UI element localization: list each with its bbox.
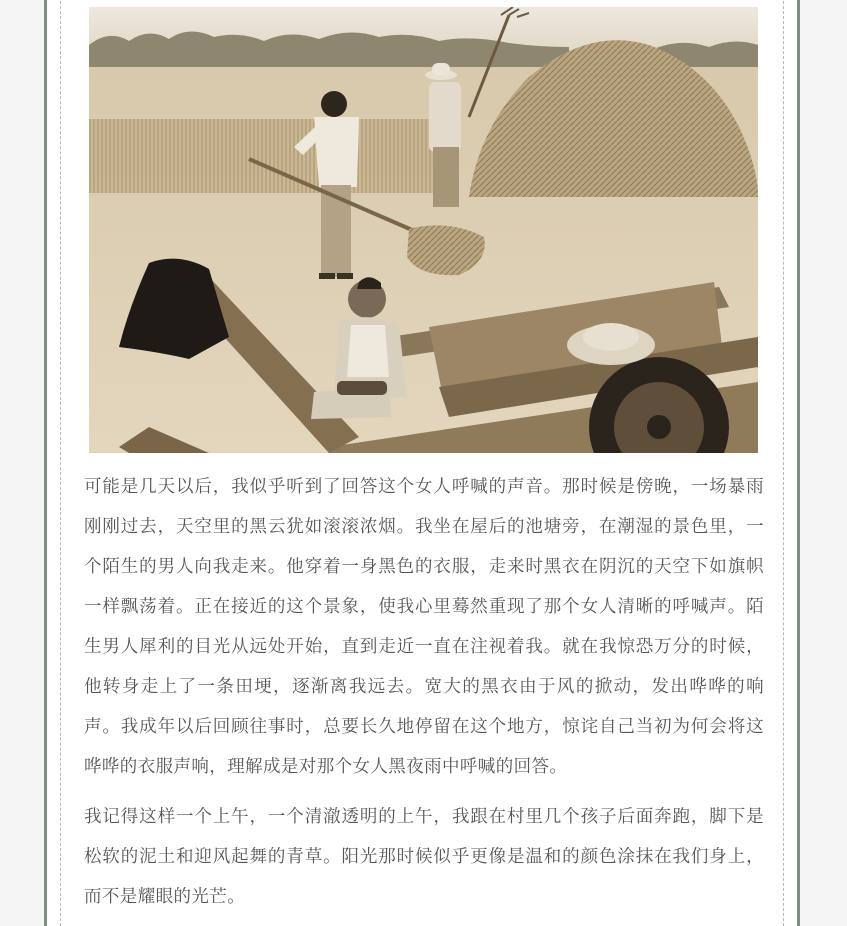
photo-illustration [89, 7, 758, 453]
article-paragraph-2 [84, 797, 764, 917]
paragraph-text: 可能是几天以后，我似乎听到了回答这个女人呼喊的声音。那时候是傍晚，一场暴雨刚刚过去，天空里的黑云犹如滚滚浓烟。我坐在屋后的池塘旁，在潮湿的景色里，一个陌生的男人向我走来。他穿着一身黑色的衣服，走来时黑衣在阴沉的天空下如旗帜一样飘荡着。正在接近的这个景象，使我心里蓦然重现了那个女人清晰的呼喊声。陌生男人犀利的目光从远处开始，直到走近一直在注视着我。就在我惊恐万分的时候，他转身走上了一条田埂，逐渐离我远去。宽大的黑衣由于风的掀动，发出哗哗的响声。我成年以后回顾往事时，总要长久地停留在这个地方，惊诧自己当初为何会将这哗哗的衣服声响，理解成是对那个女人黑夜雨中呼喊的回答。 [84, 477, 764, 777]
rural-harvest-photo [89, 7, 758, 453]
article-paragraph-1 [84, 467, 764, 787]
paragraph-text: 我记得这样一个上午，一个清澈透明的上午，我跟在村里几个孩子后面奔跑，脚下是松软的泥土和迎风起舞的青草。阳光那时候似乎更像是温和的颜色涂抹在我们身上，而不是耀眼的光芒。 [84, 807, 764, 907]
